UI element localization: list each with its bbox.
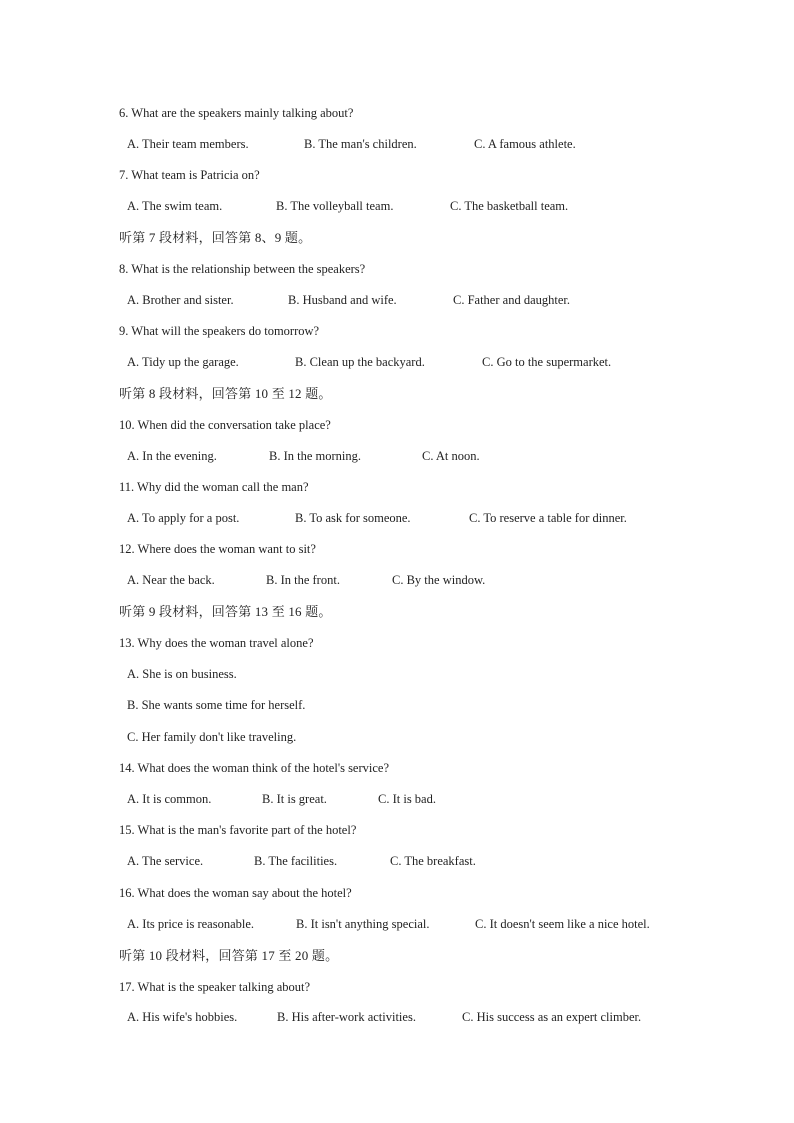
question-text: 9. What will the speakers do tomorrow? (119, 324, 320, 338)
options-row (0, 570, 794, 590)
option-a: A. It is common. (127, 792, 212, 806)
option-a: A. Its price is reasonable. (127, 917, 255, 931)
options-row (0, 789, 794, 809)
question-text: 7. What team is Patricia on? (119, 168, 260, 182)
option-b: B. To ask for someone. (295, 511, 411, 525)
question-text: 12. Where does the woman want to sit? (119, 542, 316, 556)
question-text: 6. What are the speakers mainly talking about? (119, 106, 354, 120)
option-b: B. Clean up the backyard. (295, 355, 425, 369)
section-instruction: 听第 7 段材料，回答第 8、9 题。 (119, 230, 312, 245)
options-row (0, 851, 794, 871)
option-c: C. A famous athlete. (474, 137, 576, 151)
option-a: A. To apply for a post. (127, 511, 240, 525)
option-c: C. At noon. (422, 449, 480, 463)
option-a: A. Brother and sister. (127, 293, 234, 307)
options-row (0, 727, 794, 747)
option-b: B. His after-work activities. (277, 1010, 416, 1024)
option-a: A. The service. (127, 854, 204, 868)
option-c: C. It doesn't seem like a nice hotel. (475, 917, 650, 931)
options-row (0, 508, 794, 528)
options-row (0, 1007, 794, 1027)
question-text: 11. Why did the woman call the man? (119, 480, 309, 494)
options-row (0, 290, 794, 310)
options-row (0, 352, 794, 372)
option-a: A. She is on business. (127, 667, 237, 681)
question-text: 17. What is the speaker talking about? (119, 980, 311, 994)
option-a: A. His wife's hobbies. (127, 1010, 238, 1024)
question-text: 16. What does the woman say about the hotel? (119, 886, 352, 900)
section-instruction: 听第 8 段材料，回答第 10 至 12 题。 (119, 386, 332, 401)
option-a: B. She wants some time for herself. (127, 698, 306, 712)
option-c: C. By the window. (392, 573, 486, 587)
options-row (0, 134, 794, 154)
question-text: 10. When did the conversation take place? (119, 418, 331, 432)
section-instruction: 听第 9 段材料，回答第 13 至 16 题。 (119, 604, 332, 619)
option-b: B. The volleyball team. (276, 199, 394, 213)
option-a: C. Her family don't like traveling. (127, 730, 297, 744)
option-c: C. It is bad. (378, 792, 436, 806)
options-row (0, 446, 794, 466)
option-b: B. In the morning. (269, 449, 362, 463)
options-row (0, 664, 794, 684)
option-c: C. Go to the supermarket. (482, 355, 612, 369)
option-a: A. In the evening. (127, 449, 217, 463)
option-c: C. Father and daughter. (453, 293, 570, 307)
option-a: A. Near the back. (127, 573, 215, 587)
option-a: A. Their team members. (127, 137, 249, 151)
section-instruction: 听第 10 段材料，回答第 17 至 20 题。 (119, 948, 339, 963)
option-b: B. In the front. (266, 573, 340, 587)
question-text: 14. What does the woman think of the hotel's service? (119, 761, 390, 775)
options-row (0, 196, 794, 216)
option-a: A. The swim team. (127, 199, 223, 213)
option-b: B. It isn't anything special. (296, 917, 430, 931)
option-b: B. It is great. (262, 792, 327, 806)
options-row (0, 695, 794, 715)
question-text: 8. What is the relationship between the speakers? (119, 262, 366, 276)
options-row (0, 914, 794, 934)
option-c: C. His success as an expert climber. (462, 1010, 642, 1024)
option-c: C. The basketball team. (450, 199, 569, 213)
option-b: B. The facilities. (254, 854, 338, 868)
option-c: C. To reserve a table for dinner. (469, 511, 627, 525)
option-c: C. The breakfast. (390, 854, 476, 868)
option-a: A. Tidy up the garage. (127, 355, 239, 369)
option-b: B. Husband and wife. (288, 293, 397, 307)
question-text: 13. Why does the woman travel alone? (119, 636, 314, 650)
option-b: B. The man's children. (304, 137, 417, 151)
question-text: 15. What is the man's favorite part of the hotel? (119, 823, 357, 837)
